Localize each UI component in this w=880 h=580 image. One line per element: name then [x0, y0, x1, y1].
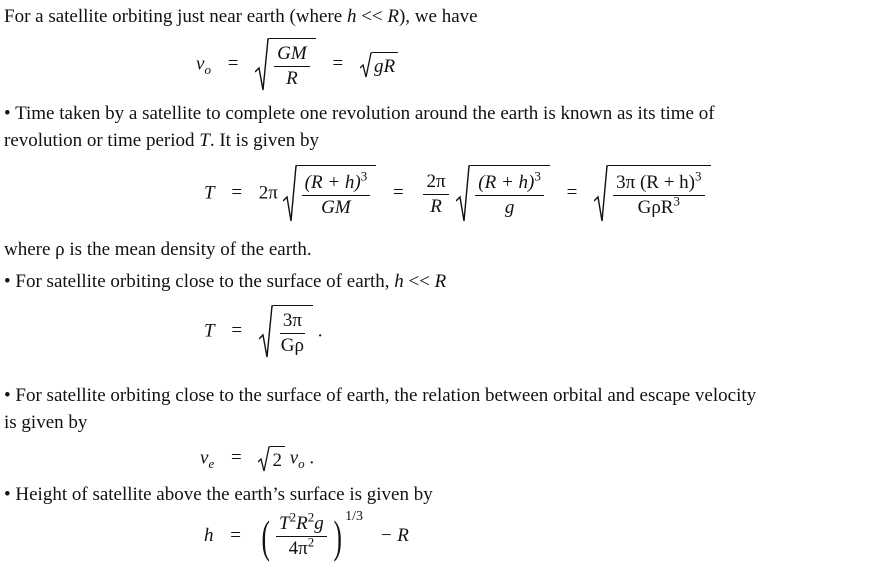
numerator: GM: [274, 43, 310, 67]
equation-period-close: [204, 305, 323, 359]
equation-height: [204, 509, 409, 562]
eq-lhs: T: [204, 320, 215, 342]
eq-lhs-sub: o: [204, 62, 211, 78]
left-paren: (: [261, 510, 270, 562]
equation-orbital-velocity: [196, 38, 398, 92]
text: For a satellite orbiting just near earth (where: [4, 6, 347, 27]
numerator: (R + h): [478, 172, 535, 193]
right-paren: ): [333, 510, 342, 562]
equation-escape-velocity: [200, 446, 314, 472]
equals-sign: =: [230, 447, 242, 469]
sqrt-content: 2: [270, 446, 285, 472]
denominator: g: [504, 197, 515, 218]
period-dot: .: [309, 447, 315, 469]
exponent: 1/3: [345, 509, 363, 524]
eq-rhs: v: [289, 447, 299, 469]
time-period-paragraph: [4, 100, 715, 154]
sqrt-symbol: [456, 165, 550, 223]
bullet: •: [4, 484, 11, 505]
var-R: R: [387, 6, 399, 27]
fraction: [423, 171, 448, 218]
numerator: (R + h): [304, 172, 361, 193]
exponent: 3: [534, 168, 541, 184]
sqrt-symbol: [259, 305, 313, 359]
text: Height of satellite above the earth’s surface is given by: [10, 484, 433, 505]
equals-sign: =: [231, 320, 243, 342]
fraction: [613, 168, 704, 219]
exponent: 2: [307, 534, 315, 550]
text: For satellite orbiting close to the surface of earth,: [10, 271, 395, 292]
sqrt-content: gR: [372, 52, 398, 78]
intro-line: [4, 3, 478, 30]
sqrt-symbol: [360, 52, 398, 78]
equals-sign: =: [392, 182, 404, 204]
equals-sign: =: [227, 53, 239, 75]
coefficient: 2π: [258, 182, 278, 204]
close-orbit-line: [4, 268, 446, 295]
fraction: [276, 509, 327, 560]
eq-lhs: v: [200, 447, 209, 469]
equals-sign: =: [230, 524, 241, 546]
sqrt-symbol: [255, 38, 316, 92]
sqrt-symbol: [283, 165, 377, 223]
text: is given by: [4, 412, 88, 433]
text: ), we have: [398, 6, 478, 27]
fraction: [475, 168, 544, 219]
bullet: •: [4, 271, 11, 292]
var-T: T: [199, 130, 210, 151]
text: . It is given by: [209, 130, 320, 151]
equation-time-period: [204, 165, 711, 223]
exponent: 2: [307, 509, 315, 525]
equals-sign: =: [566, 182, 578, 204]
text: Time taken by a satellite to complete one revolution around the earth is known as its time of: [10, 103, 715, 124]
fraction: [274, 43, 310, 90]
minus-R: − R: [379, 524, 409, 546]
denominator: GM: [321, 197, 351, 218]
eq-lhs: v: [196, 53, 205, 75]
num-g: g: [314, 513, 324, 534]
numerator: 3π: [280, 310, 305, 334]
sqrt-symbol: [594, 165, 710, 223]
text: revolution or time period: [4, 130, 200, 151]
eq-lhs: T: [204, 182, 215, 204]
exponent: 3: [695, 168, 702, 184]
bracketed-fraction: [258, 509, 363, 562]
text: <<: [403, 271, 435, 292]
equals-sign: =: [332, 53, 344, 75]
num-R: R: [296, 513, 308, 534]
fraction: [302, 168, 371, 219]
escape-velocity-paragraph: [4, 382, 756, 436]
text: <<: [356, 6, 388, 27]
var-R: R: [434, 271, 447, 292]
denominator: GρR: [637, 197, 674, 218]
bullet: •: [4, 385, 11, 406]
var-h: h: [346, 6, 357, 27]
sqrt-symbol: [258, 446, 285, 472]
var-h: h: [394, 271, 404, 292]
fraction: [278, 310, 307, 357]
numerator: 3π (R + h): [616, 172, 695, 193]
bullet: •: [4, 103, 11, 124]
denominator: R: [286, 68, 298, 89]
text: For satellite orbiting close to the surface of earth, the relation between orbital and escape velocity: [10, 385, 757, 406]
eq-lhs-sub: e: [208, 456, 215, 472]
exponent: 3: [673, 193, 680, 209]
text: where ρ is the mean density of the earth.: [4, 239, 312, 260]
numerator: 2π: [423, 171, 448, 195]
denominator: 4π: [288, 538, 308, 559]
eq-rhs-sub: o: [298, 456, 305, 472]
exponent: 3: [360, 168, 368, 184]
period-dot: .: [317, 320, 323, 342]
num-T: T: [279, 513, 290, 534]
exponent: 2: [289, 509, 297, 525]
density-note: [4, 236, 312, 263]
denominator: R: [430, 195, 442, 217]
eq-lhs: h: [204, 524, 214, 546]
equals-sign: =: [231, 182, 243, 204]
denominator: Gρ: [280, 335, 304, 356]
height-line: [4, 481, 433, 508]
